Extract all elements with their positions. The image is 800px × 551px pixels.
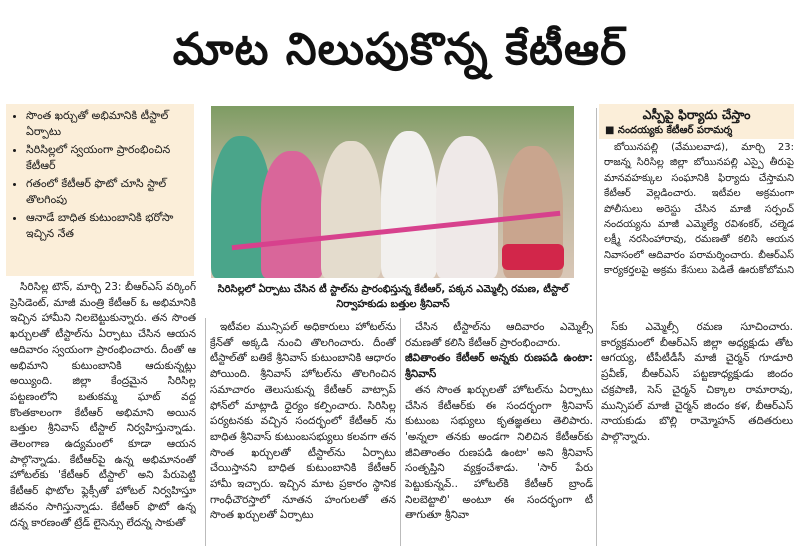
article-column-3: చేసిన టీస్టాల్‌ను ఆదివారం ఎమ్మెల్సీ రమణతో కలిసి కేటీఆర్ ప్రారంభించారు. జీవితాంతం కేటీఆర్ అన్నకు రుణపడి ఉంటా: శ్రీనివాస్ తన సొంత ఖర్చులతో హోటల్‌ను ఏర్పాటు చేసిన కేటీఆర్‌కు ఈ సందర్భంగా శ్రీనివాస్ కుటుంబ సభ్యులు కృతజ్ఞతలు తెలిపారు. 'అన్నలా తనకు అండగా నిలిచిన కేటీఆర్‌కు జీవితాంతం రుణపడి ఉంటా' అని శ్రీనివాస్ సంతృప్తిని వ్యక్తంచేశాడు. 'సార్ పేరు పెట్టుకున్నవ్.. హోటల్‌కి కేటీఆర్ బ్రాండ్ నిలబెట్టాలి' అంటూ ఈ సందర్భంగా టీ తాగుతూ శ్రీనివా: [405, 321, 593, 522]
highlight-item: • ఆనాడే బాధిత కుటుంబానికి భరోసా ఇచ్చిన నేత: [26, 210, 188, 241]
article-subhead: జీవితాంతం కేటీఆర్ అన్నకు రుణపడి ఉంటా: శ్రీనివాస్: [405, 352, 593, 381]
sidebar-header: [599, 104, 794, 139]
sidebar-subtitle: ■ నందయ్యకు కేటీఆర్ పరామర్శ: [605, 125, 733, 136]
article-column-2: ఇటీవల మున్సిపల్ అధికారులు హోటల్‌ను క్రేన్‌తో అక్కడి నుంచి తొలగించారు. దీంతో టీస్టాల్‌తో బతికే శ్రీనివాస్ కుటుంబానికి ఆధారం పోయింది. శ్రీనివాస్ హోటల్‌ను తొలగించిన సమాచారం తెలుసుకున్న కేటీఆర్ వాట్సాప్ ఫోన్‌లో మాట్లాడి ధైర్యం కల్పించారు. సిరిసిల్ల పర్యటనకు వచ్చిన సందర్భంలో కేటీఆర్ ను బాధిత శ్రీనివాస్ కుటుంబసభ్యులు కలవగా తన సొంత ఖర్చులతో టీస్టాల్‌ను ఏర్పాటు చేయిస్తానని బాధిత కుటుంబానికి కేటీఆర్ హామీ ఇచ్చారు. ఇచ్చిన మాట ప్రకారం స్థానిక గాంధీచౌరస్తాలో నూతన హంగులతో తన సొంత ఖర్చులతో ఏర్పాటు: [210, 321, 396, 522]
news-photo: [211, 106, 574, 278]
sidebar-title: ఎస్పీపై ఫిర్యాదు చేస్తాం: [642, 107, 751, 122]
highlight-item: • సొంత ఖర్చుతో అభిమానికి టీస్టాల్ ఏర్పాటు: [26, 108, 188, 139]
photo-caption: సిరిసిల్లలో ఏర్పాటు చేసిన టీ స్టాల్‌ను ప్రారంభిస్తున్న కేటీఆర్, పక్కన ఎమ్మెల్సీ రమణ, టీస్టాల్ నిర్వాహకుడు బత్తుల శ్రీనివాస్: [217, 284, 569, 310]
article-column-4: స్‌కు ఎమ్మెల్సీ రమణ సూచించారు. కార్యక్రమంలో బీఆర్ఎస్ జిల్లా అధ్యక్షుడు తోట ఆగయ్య, టీపీటీడీసీ మాజీ చైర్మన్ గూడూరి ప్రవీణ్, బీఆర్ఎస్ పట్టణాధ్యక్షుడు జిందం చక్రపాణి, సెస్ చైర్మన్ చిక్కాల రామారావు, మున్సిపల్ మాజీ చైర్మన్ జిందం కళ, బీఆర్ఎస్ నాయకుడు బొల్లి రామ్మోహన్ తదితరులు పాల్గొన్నారు.: [601, 321, 793, 443]
sidebar-body: బోయినపల్లి (వేములవాడ), మార్చి 23: రాజన్న సిరిసిల్ల జిల్లా బోయినపల్లి ఎస్పై తీరుపై మానవహక్కుల సంఘానికి ఫిర్యాదు చేస్తామని కేటీఆర్ వెల్లడించారు. ఇటీవల అక్రమంగా పోలీసులు అరెస్టు చేసిన మాజీ సర్పంచ్ నందయ్యను మాజీ ఎమ్మెల్యే రవిశంకర్, చల్మెడ లక్ష్మీ నరసింహారావు, రమణతో కలిసి ఆయన నివాసంలో ఆదివారం పరామర్శించారు. బీఆర్ఎస్ కార్యకర్తలపై అక్రమ కేసులు పెడితే ఊరుకోబోమని: [604, 142, 794, 277]
highlight-item: • సిరిసిల్లలో స్వయంగా ప్రారంభించిన కేటీఆర్: [26, 142, 188, 173]
headline: మాట నిలుపుకొన్న కేటీఆర్: [172, 24, 628, 75]
article-column-1: సిరిసిల్ల టౌన్, మార్చి 23: బీఆర్ఎస్ వర్కింగ్ ప్రెసిడెంట్, మాజీ మంత్రి కేటీఆర్ ఓ అభిమానికి ఇచ్చిన హామీని నిలబెట్టుకున్నారు. తన సొంత ఖర్చులతో టీస్టాల్‌ను ఏర్పాటు చేసిన ఆయన ఆదివారం స్వయంగా ప్రారంభించారు. దీంతో ఆ అభిమాని కుటుంబానికి ఆదుకున్నట్లు అయ్యింది. జిల్లా కేంద్రమైన సిరిసిల్ల పట్టణంలోని బతుకమ్మ ఘాట్ వద్ద కొంతకాలంగా కేటీఆర్ అభిమాని అయిన బత్తుల శ్రీనివాస్ టీస్టాల్ నిర్వహిస్తున్నాడు. తెలంగాణ ఉద్యమంలో కూడా ఆయన పాల్గొన్నాడు. కేటీఆర్‌పై ఉన్న అభిమానంతో హోటల్‌కు 'కేటీఆర్ టీస్టాల్' అని పేరుపెట్టి కేటీఆర్ ఫొటోల ఫ్లెక్సీతో హోటల్ నిర్వహిస్తూ జీవనం సాగిస్తున్నాడు. కేటీఆర్ ఫొటో ఉన్న దన్న కారణంతో ట్రేడ్ లైసెన్సు లేదన్న సాకుతో: [10, 281, 196, 529]
highlights-box: [6, 104, 194, 276]
highlight-item: • గతంలో కేటీఆర్ ఫొటో చూసి స్టాల్ తొలగింపు: [26, 176, 188, 207]
